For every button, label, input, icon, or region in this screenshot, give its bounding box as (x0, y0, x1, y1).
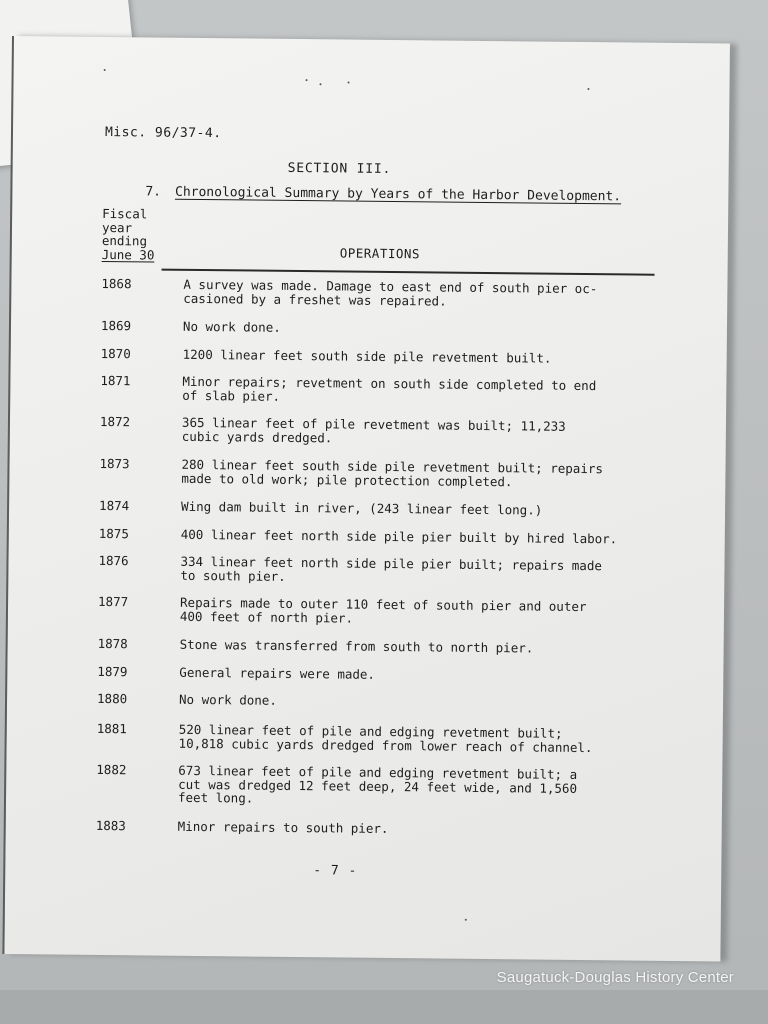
row-year: 1881 (96, 720, 127, 737)
row-operation: 400 linear feet north side pile pier built by hired labor. (180, 526, 618, 547)
row-operation: 280 linear feet south side pile revetment built; repairs made to old work; pile protection completed. (181, 456, 604, 489)
document-reference: Misc. 96/37-4. (104, 124, 222, 142)
table-row (6, 817, 722, 836)
column-header-fiscal-line: year (101, 219, 133, 235)
table-row (8, 635, 724, 656)
page-number: - 7 - (313, 863, 358, 879)
summary-number: 7. (145, 184, 162, 200)
table-row (7, 690, 723, 708)
table-row (11, 345, 727, 366)
table-row (8, 593, 724, 626)
row-year: 1880 (96, 690, 128, 707)
column-header-operations: OPERATIONS (339, 245, 421, 262)
row-operation: A survey was made. Damage to east end of south pier oc- casioned by a freshet was repaired. (183, 276, 598, 309)
row-year: 1883 (95, 817, 126, 834)
row-operation: 334 linear feet north side pile pier built; repairs made to south pier. (180, 553, 603, 584)
row-year: 1872 (99, 413, 131, 430)
row-year: 1869 (100, 317, 132, 334)
row-year: 1876 (98, 552, 129, 569)
table-row (9, 525, 725, 547)
row-year: 1870 (100, 345, 131, 362)
row-operation: No work done. (178, 691, 277, 708)
table-row (11, 317, 727, 335)
table-row (6, 761, 722, 806)
row-year: 1882 (96, 761, 127, 778)
row-operation: Repairs made to outer 110 feet of south pier and outer 400 feet of north pier. (179, 594, 587, 626)
row-year: 1879 (97, 663, 128, 680)
operations-table (11, 275, 727, 836)
table-row (10, 413, 726, 445)
row-operation: Minor repairs to south pier. (177, 818, 389, 836)
row-year: 1871 (100, 372, 131, 389)
column-header-fiscal-line: ending (101, 232, 148, 249)
column-header-fiscal-year (102, 207, 155, 262)
row-operation: 673 linear feet of pile and edging revetment built; a cut was dredged 12 feet deep, 24 feet wide, and 1,560 feet long. (177, 762, 578, 806)
paper-specks (14, 36, 730, 43)
column-header-fiscal-line: Fiscal (102, 205, 148, 222)
summary-title: Chronological Summary by Years of the Harbor Development. (174, 184, 622, 205)
section-title: SECTION III. (287, 160, 392, 177)
header-rule (162, 269, 655, 276)
summary-heading (145, 184, 621, 204)
watermark: Saugatuck-Douglas History Center (496, 969, 734, 986)
table-row (9, 552, 725, 584)
row-year: 1874 (99, 497, 130, 514)
table-row (7, 720, 723, 755)
document-page (2, 36, 730, 961)
table-row (10, 455, 726, 489)
row-operation: 520 linear feet of pile and edging revetment built; 10,818 cubic yards dredged from lower reach of channel. (178, 721, 593, 755)
table-row (9, 497, 725, 518)
row-year: 1878 (97, 635, 128, 652)
row-operation: Minor repairs; revetment on south side completed to end of slab pier. (182, 373, 597, 404)
row-year: 1873 (99, 455, 130, 472)
column-header-fiscal-line: June 30 (101, 246, 155, 263)
row-year: 1877 (98, 593, 129, 610)
table-row (11, 275, 727, 309)
row-year: 1868 (101, 275, 132, 292)
row-operation: Stone was transferred from south to north pier. (179, 636, 534, 656)
table-row (7, 663, 723, 682)
table-row (10, 372, 726, 404)
row-year: 1875 (98, 525, 129, 542)
table-surface (0, 990, 768, 1024)
row-operation: General repairs were made. (179, 664, 376, 682)
row-operation: 1200 linear feet south side pile revetment built. (182, 346, 552, 366)
row-operation: No work done. (182, 318, 281, 335)
row-operation: Wing dam built in river, (243 linear feet long.) (181, 498, 543, 518)
row-operation: 365 linear feet of pile revetment was built; 11,233 cubic yards dredged. (181, 414, 566, 445)
